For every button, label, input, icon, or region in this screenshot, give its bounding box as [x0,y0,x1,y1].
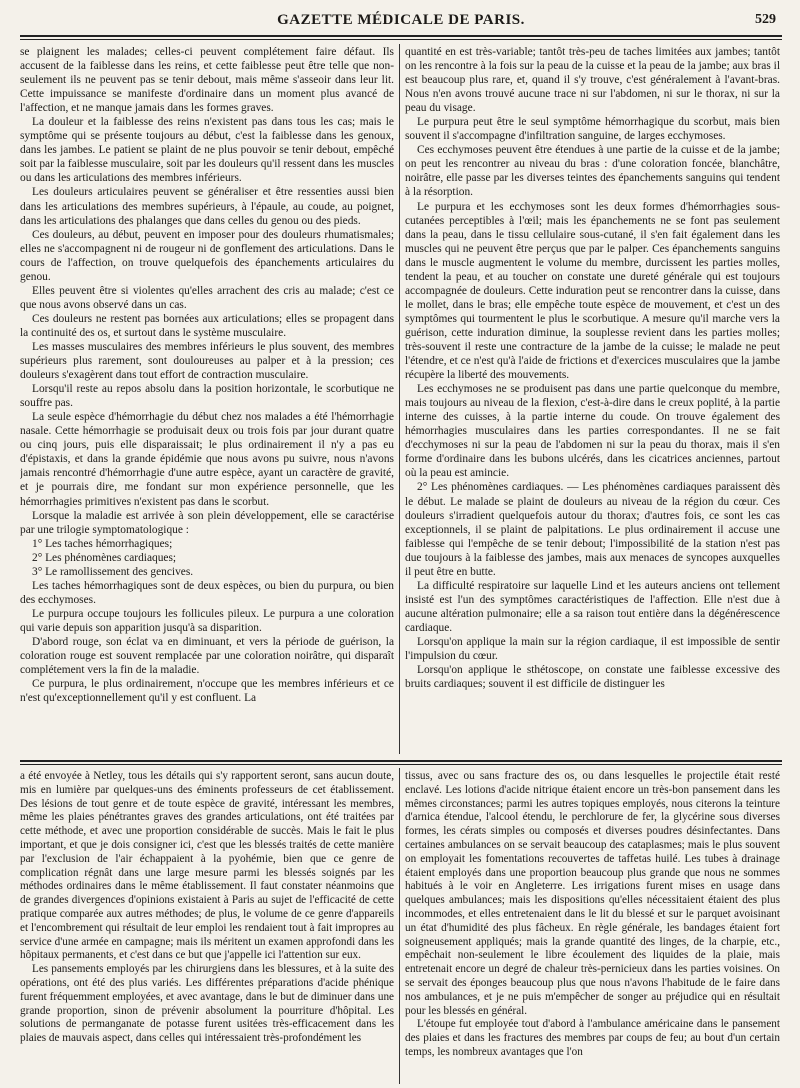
paragraph: se plaignent les malades; celles-ci peuvent complétement faire défaut. Ils accusent de la faiblesse dans les reins, et cette faiblesse peut être telle que non-seulement ils ne peuvent pas se tenir debout, mais même s'asseoir dans leur lit. Cette impuissance se manifeste d'ordinaire dans un moment plus avancé de l'affection, et ne manque jamais dans les formes graves. [20,46,394,115]
list-item: 1° Les taches hémorrhagiques; [32,537,173,550]
paragraph: Les ecchymoses ne se produisent pas dans une partie quelconque du membre, mais toujours au niveau de la flexion, c'est-à-dire dans le creux poplité, à la partie interne des cuisses, à la partie interne du coude. On trouve également des hémorrhagies musculaires dans les parties correspondantes. Il ne se fait d'ecchymoses ni sur la peau de l'abdomen ni sur la peau du thorax, mais il s'en forme d'ordinaire dans les bubons ulcérés, dans les cicatrices anciennes, partout où la peau est amincie. [405,383,780,480]
paragraph: a été envoyée à Netley, tous les détails qui s'y rapportent seront, sans aucun doute, mis en lumière par quelques-uns des éminents professeurs de cet établissement. Des lésions de tout genre et de toute espèce de gravité, intéressant les membres, même les plaies pénétrantes graves des grandes articulations, ont été traitées par cette méthode, et avec une proportion considérable de succès. Mais le fait le plus important, et que je dois consigner ici, c'est que les blessés traités de cette manière par l'exclusion de l'air échappaient à la pyohémie, bien que ce genre de complication régnât dans une large mesure parmi les blessés soignés par les méthodes ordinaires dans le même établissement. Il faut constater néanmoins que de grandes divergences d'opinions existaient à Paris au sujet de l'efficacité de cette pratique comparée aux autres méthodes; de plus, le volume de ce genre d'appareils et l'encombrement qui résultait de leur emploi les rendaient tout à fait impropres au service d'une armée en campagne; mais ils méritent un examen approfondi dans les hôpitaux permanents, et c'est dans ce but que j'appelle ici l'attention sur eux. [20,770,394,962]
paragraph: Lorsqu'on applique le sthétoscope, on constate une faiblesse excessive des bruits cardiaques; souvent il est difficile de distinguer les [405,664,780,691]
bottom-right-column [405,770,780,1082]
paragraph: Ce purpura, le plus ordinairement, n'occupe que les membres inférieurs et ce n'est qu'exceptionnellement qu'il y est confluent. La [20,678,394,705]
page-header [20,12,782,36]
paragraph: La difficulté respiratoire sur laquelle Lind et les auteurs anciens ont tellement insisté est l'un des symptômes caractéristiques de l'affection. Elle n'est due à aucune altération pulmonaire; elle a sa raison tout entière dans la dégénérescence cardiaque. [405,579,780,634]
paragraph: Lorsqu'on applique la main sur la région cardiaque, il est impossible de sentir l'impulsion du cœur. [405,635,780,663]
top-left-column [20,45,394,755]
column-divider [399,44,400,754]
paragraph: La seule espèce d'hémorrhagie du début chez nos malades a été l'hémorrhagie nasale. Cette hémorrhagie se produisait deux ou trois fois par jour durant quatre ou cinq jours, puis elle disparaissait; le plus ordinairement il n'y a pas eu d'épistaxis, et dans la grande épidémie que nous avons pu suivre, nous n'avons jamais rencontré d'hémorrhagie d'une autre espèce, ayant un caractère de gravité, et je pourrais dire, me fondant sur mon expérience personnelle, que les hémorrhagies primitives n'existent pas dans le scorbut. [20,411,394,508]
section-rule [20,760,782,762]
paragraph: Ces douleurs ne restent pas bornées aux articulations; elles se propagent dans la continuité des os, et surtout dans le système musculaire. [20,312,394,339]
paragraph: Les masses musculaires des membres inférieurs le plus souvent, des membres supérieurs plus rarement, sont douloureuses au palper et à la pression; ces douleurs s'exagèrent dans tout effort de contraction musculaire. [20,340,394,382]
paragraph: L'étoupe fut employée tout d'abord à l'ambulance américaine dans le pansement des plaies et dans les fractures des membres par coups de feu; au bout d'un certain temps, les nombreux avantages que l'on [405,1018,780,1058]
bottom-left-column [20,770,394,1082]
paragraph: Le purpura et les ecchymoses sont les deux formes d'hémorrhagies sous-cutanées perceptibles à l'œil; mais les épanchements ne se font pas seulement dans la peau, dans le tissu cellulaire sous-cutané, il s'en fait également dans les muscles qui ne peuvent être perçus que par le palper. Ces épanchements sanguins dans le muscle augmentent le volume du membre, durcissent les parties molles, tendent la peau, et au toucher on constate une dureté générale qui est toujours accompagnée de douleurs. Cette induration peut se rencontrer dans la cuisse, dans le mollet, dans le bras; elle empêche toute espèce de mouvement, et c'est un des symptômes qui tourmentent le plus le scorbutique. A mesure qu'il marche vers la guérison, cette induration diminue, la souplesse revient dans les parties molles; très-souvent il reste une contracture de la jambe de la cuisse; le malade ne peut l'étendre, et ce n'est qu'à l'aide de frictions et d'exercices musculaires que la jambe récupère la liberté des mouvements. [405,200,780,382]
paragraph: Le purpura occupe toujours les follicules pileux. Le purpura a une coloration qui varie depuis son apparition jusqu'à sa disparition. [20,607,394,634]
paragraph: D'abord rouge, son éclat va en diminuant, et vers la période de guérison, la coloration rouge est souvent remplacée par une coloration noirâtre, qui disparaît complétement vers la fin de la maladie. [20,635,394,677]
header-rule-thin [20,39,782,40]
paragraph: Ces douleurs, au début, peuvent en imposer pour des douleurs rhumatismales; elles ne s'accompagnent ni de rougeur ni de gonflement des articulations. Dans le cours de l'affection, on trouve quelquefois des épanchements articulaires du genou. [20,228,394,283]
list-item: 2° Les phénomènes cardiaques; [32,551,177,564]
top-right-column [405,45,780,755]
paragraph: Ces ecchymoses peuvent être étendues à une partie de la cuisse et de la jambe; on peut les rencontrer au niveau du bras : d'une coloration foncée, blanchâtre, noirâtre, elle passe par les diverses teintes des épanchements sanguins qui tendent à la résorption. [405,144,780,199]
paragraph: Lorsque la maladie est arrivée à son plein développement, elle se caractérise par une trilogie symptomatologique : [20,509,394,536]
page-number: 529 [755,12,776,27]
paragraph: Les taches hémorrhagiques sont de deux espèces, ou bien du purpura, ou bien des ecchymoses. [20,579,394,606]
paragraph: Les douleurs articulaires peuvent se généraliser et être ressenties aussi bien dans les articulations des membres supérieurs, à l'épaule, au coude, au poignet, dans les articulations des phalanges que dans celles du genou ou des pieds. [20,186,394,227]
paragraph: quantité en est très-variable; tantôt très-peu de taches limitées aux jambes; tantôt on les rencontre à la fois sur la peau de la cuisse et la peau de la jambe; aux bras il est beaucoup plus rare, et, quand il s'y trouve, c'est généralement à l'avant-bras. Nous n'en avons trouvé aucune trace ni sur l'abdomen, ni sur le thorax, ni sur la peau du visage. [405,46,780,115]
paragraph: Les pansements employés par les chirurgiens dans les blessures, et à la suite des opérations, ont été des plus variés. Les différentes préparations d'acide phénique furent fréquemment employées, et avec avantage, dans le but de diminuer dans une grande proportion, sinon de prévenir absolument la pourriture d'hôpital. Les solutions de permanganate de potasse furent usitées très-efficacement dans les plaies de mauvais aspect, dans celles qui intéressaient très-profondément les [20,963,394,1045]
paragraph: Lorsqu'il reste au repos absolu dans la position horizontale, le scorbutique ne souffre pas. [20,383,394,410]
paragraph: La douleur et la faiblesse des reins n'existent pas dans tous les cas; mais le symptôme qui se présente toujours au début, c'est la faiblesse dans les genoux, dans les jambes. Le patient se plaint de ne plus pouvoir se tenir debout, empêché soit par la faiblesse musculaire, soit par les douleurs qu'il ressent dans les muscles ou dans les articulations des membres inférieurs. [20,116,394,185]
section-rule-thin [20,764,782,765]
paragraph: Le purpura peut être le seul symptôme hémorrhagique du scorbut, mais bien souvent il s'accompagne d'infiltration sanguine, de larges ecchymoses. [405,116,780,143]
paragraph: 2° Les phénomènes cardiaques. — Les phénomènes cardiaques paraissent dès le début. Le malade se plaint de douleurs au niveau de la région du cœur. Ces douleurs s'irradient quelquefois autour du thorax; d'autres fois, ce sont les cas exceptionnels, il se plaint de palpitations. Le plus ordinairement il accuse une faiblesse qui l'empêche de se tenir debout; l'impossibilité de la station n'est pas due toujours à la faiblesse des jambes, mais aux menaces de syncopes auxquelles il peut être en butte. [405,481,780,578]
paragraph: tissus, avec ou sans fracture des os, ou dans lesquelles le projectile était resté enclavé. Les lotions d'acide nitrique étaient encore un très-bon pansement dans les mêmes circonstances; parmi les autres topiques employés, nous citerons la teinture d'arnica étendue, l'alcool étendu, le perchlorure de fer, la glycérine sous diverses formes, les cérats simples ou composés et diverses poudres désinfectantes. Dans certaines ambulances on se servait beaucoup des cataplasmes; mais le plus souvent on employait les fomentations recouvertes de taffetas huilé. Les tubes à drainage étaient employés dans une proportion beaucoup plus grande que nous ne sommes habitués à le voir en Angleterre. Les irrigations furent mises en usage dans quelques ambulances; mais les dispositions qu'elles nécessitaient étaient des plus incommodes, et elles entretenaient dans le lit du blessé et sur le parquet avoisinant un état d'humidité des plus fâcheux. En règle générale, les bandages étaient fort soigneusement appliqués; mais la grande quantité des linges, de la charpie, etc., empêchait non-seulement le libre écoulement des liquides de la plaie, mais entretenait encore un degré de chaleur très-pernicieux dans les parties voisines. On se servait des éponges beaucoup plus que nous n'avons l'habitude de le faire dans nos ambulances, et je ne puis m'empêcher de songer au préjudice qui en résultait pour les blessés en général. [405,770,780,1017]
list-item: 3° Le ramollissement des gencives. [32,565,194,578]
journal-title: GAZETTE MÉDICALE DE PARIS. [277,12,525,28]
column-divider [399,768,400,1084]
header-rule [20,35,782,37]
paragraph: Elles peuvent être si violentes qu'elles arrachent des cris au malade; c'est ce que nous avons observé dans un cas. [20,284,394,311]
